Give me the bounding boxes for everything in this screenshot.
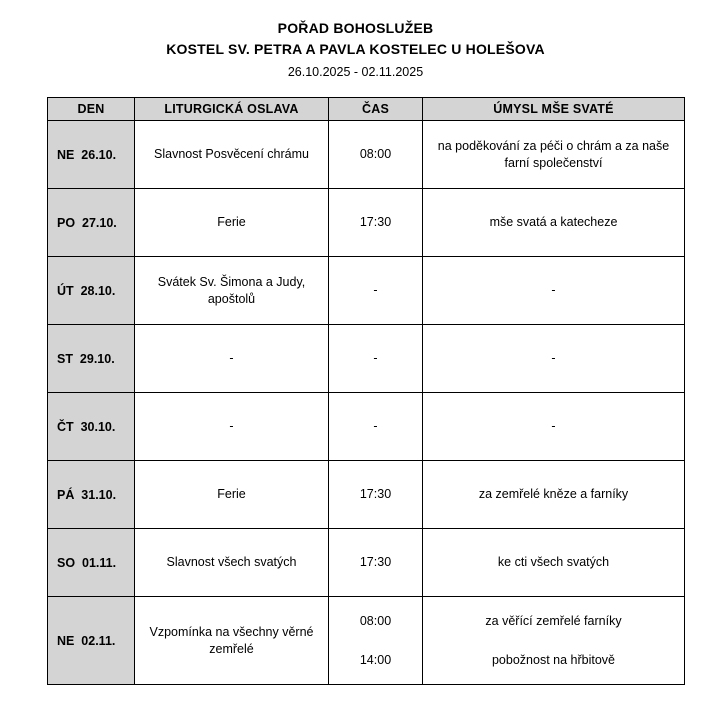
cell-day: PÁ 31.10.	[48, 461, 135, 529]
cell-intention-first: za věřící zemřelé farníky	[485, 613, 622, 628]
cell-liturgy: -	[135, 393, 329, 461]
cell-intention: za zemřelé kněze a farníky	[423, 461, 685, 529]
table-row	[48, 461, 685, 529]
cell-day: SO 01.11.	[48, 529, 135, 597]
column-header-day: DEN	[48, 98, 135, 121]
cell-intention: mše svatá a katecheze	[423, 189, 685, 257]
cell-intention: -	[423, 257, 685, 325]
cell-time: -	[329, 257, 423, 325]
table-row	[48, 325, 685, 393]
column-header-time: ČAS	[329, 98, 423, 121]
table-row	[48, 121, 685, 189]
cell-time-first: 08:00	[359, 613, 392, 628]
cell-intention: ke cti všech svatých	[423, 529, 685, 597]
table-row	[48, 189, 685, 257]
cell-time: -	[329, 393, 423, 461]
cell-day: ST 29.10.	[48, 325, 135, 393]
cell-intention-second: pobožnost na hřbitově	[491, 652, 615, 667]
cell-time-second: 14:00	[359, 652, 392, 667]
document-header	[0, 0, 711, 83]
cell-day: PO 27.10.	[48, 189, 135, 257]
cell-intention: -	[423, 393, 685, 461]
column-header-intention: ÚMYSL MŠE SVATÉ	[423, 98, 685, 121]
column-header-liturgy: LITURGICKÁ OSLAVA	[135, 98, 329, 121]
cell-day: ÚT 28.10.	[48, 257, 135, 325]
table-row	[48, 597, 685, 685]
document-title: POŘAD BOHOSLUŽEB	[277, 20, 434, 36]
parish-subtitle: KOSTEL SV. PETRA A PAVLA KOSTELEC U HOLEŠOVA	[166, 41, 545, 57]
cell-time: 17:30	[329, 461, 423, 529]
schedule-table	[47, 97, 685, 685]
cell-day: ČT 30.10.	[48, 393, 135, 461]
cell-liturgy: Ferie	[135, 189, 329, 257]
cell-time: -	[329, 325, 423, 393]
cell-time: 17:30	[329, 189, 423, 257]
cell-liturgy: Svátek Sv. Šimona a Judy, apoštolů	[135, 257, 329, 325]
cell-liturgy: Slavnost všech svatých	[135, 529, 329, 597]
table-row	[48, 393, 685, 461]
cell-intention: na poděkování za péči o chrám a za naše farní společenství	[423, 121, 685, 189]
cell-time	[329, 597, 423, 685]
cell-liturgy: -	[135, 325, 329, 393]
cell-intention: -	[423, 325, 685, 393]
date-range: 26.10.2025 - 02.11.2025	[287, 65, 424, 79]
cell-liturgy: Slavnost Posvěcení chrámu	[135, 121, 329, 189]
cell-liturgy: Vzpomínka na všechny věrné zemřelé	[135, 597, 329, 685]
cell-day: NE 26.10.	[48, 121, 135, 189]
cell-liturgy: Ferie	[135, 461, 329, 529]
table-row	[48, 529, 685, 597]
cell-day: NE 02.11.	[48, 597, 135, 685]
schedule-table-wrapper	[47, 97, 684, 685]
table-row	[48, 257, 685, 325]
cell-time: 08:00	[329, 121, 423, 189]
cell-time: 17:30	[329, 529, 423, 597]
table-header-row	[48, 98, 685, 121]
cell-intention	[423, 597, 685, 685]
